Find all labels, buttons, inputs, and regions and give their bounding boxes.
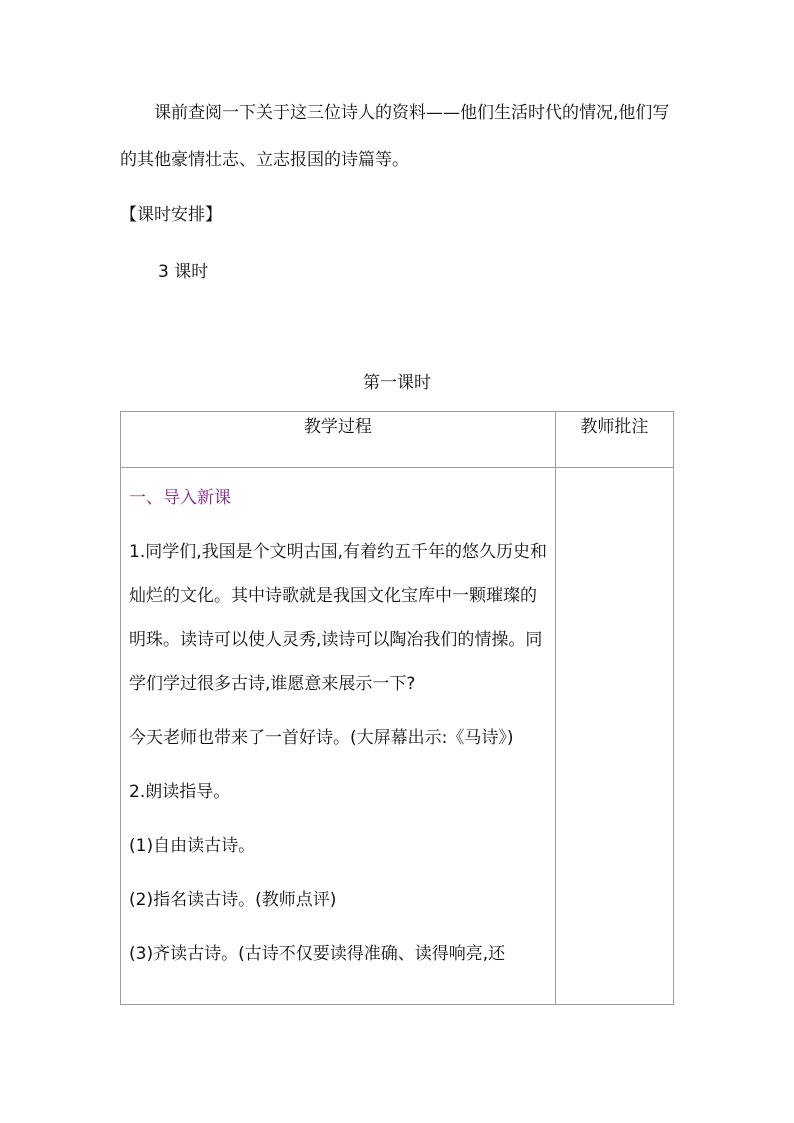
lesson-title: 第一课时 bbox=[363, 373, 431, 393]
header-teacher-notes: 教师批注 bbox=[555, 412, 673, 468]
header-teaching-process: 教学过程 bbox=[121, 412, 556, 468]
list-item: 1.同学们,我国是个文明古国,有着约五千年的悠久历史和灿烂的文化。其中诗歌就是我国文化宝库中一颗璀璨的明珠。读诗可以使人灵秀,读诗可以陶冶我们的情操。同学们学过很多古诗,谁愿意来展示一下? bbox=[129, 542, 548, 694]
schedule-heading: 【课时安排】 bbox=[120, 205, 222, 225]
schedule-hours: 3 课时 bbox=[158, 262, 209, 282]
teaching-plan-table bbox=[120, 411, 674, 1005]
list-item: (1)自由读古诗。 bbox=[129, 836, 256, 856]
teaching-process-cell bbox=[121, 468, 556, 1005]
section-title: 一、导入新课 bbox=[129, 488, 231, 508]
intro-paragraph: 课前查阅一下关于这三位诗人的资料——他们生活时代的情况,他们写的其他豪情壮志、立志报国的诗篇等。 bbox=[120, 103, 670, 170]
list-item: 今天老师也带来了一首好诗。(大屏幕出示:《马诗》) bbox=[129, 728, 514, 748]
teacher-notes-cell bbox=[555, 468, 673, 1005]
table-row bbox=[121, 468, 674, 1005]
list-item: (3)齐读古诗。(古诗不仅要读得准确、读得响亮,还 bbox=[129, 944, 506, 964]
table-header-row bbox=[121, 412, 674, 468]
list-item: (2)指名读古诗。(教师点评) bbox=[129, 890, 337, 910]
list-item: 2.朗读指导。 bbox=[129, 782, 231, 802]
